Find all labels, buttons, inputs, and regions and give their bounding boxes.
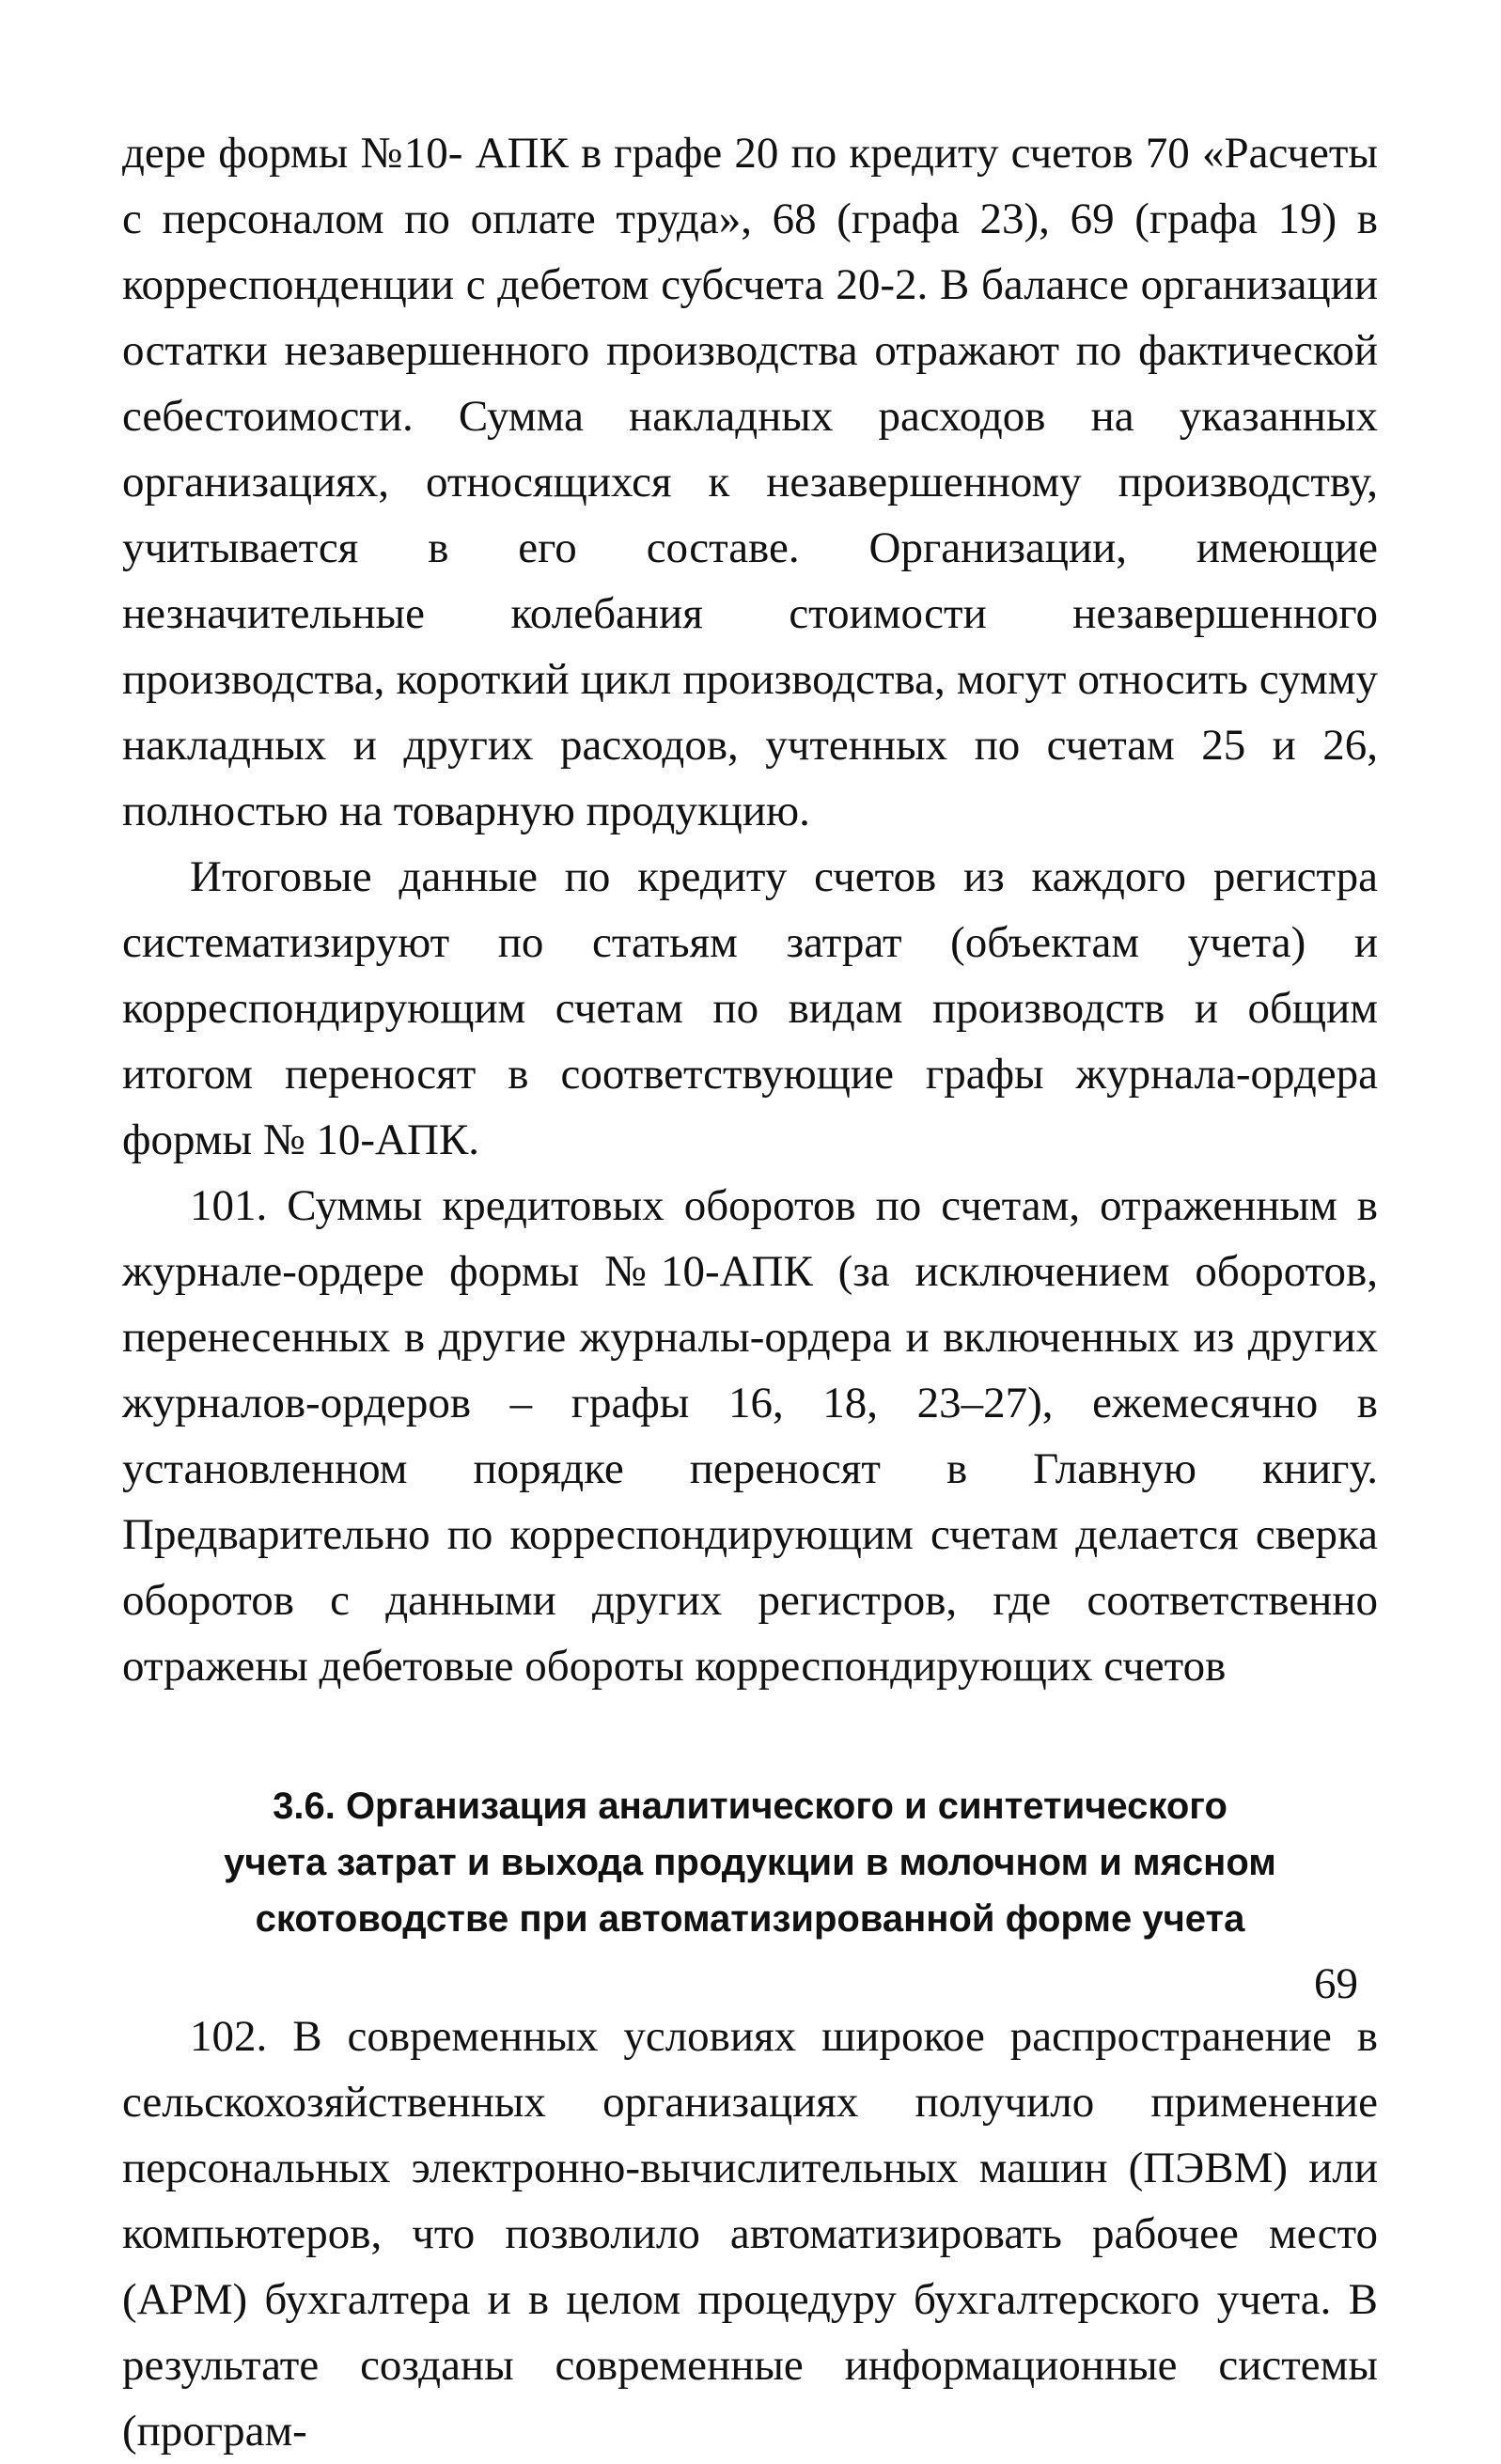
paragraph-4: 102. В современных условиях широкое распространение в сельскохозяйственных организациях получило применение персональных электронно-вычислительных машин (ПЭВМ) или компьютеров, что позволило автоматизировать рабочее место (АРМ) бухгалтера и в целом процедуру бухгалтерского учета. В результате созданы современные информационные системы (програм- [122,2012,1378,2456]
section-heading-line-1: 3.6. Организация аналитического и синтетического [273,1786,1227,1827]
paragraph-1: дере формы №10- АПК в графе 20 по кредиту счетов 70 «Расчеты с персоналом по оплате труда», 68 (графа 23), 69 (графа 19) в корреспонденции с дебетом субсчета 20-2. В балансе организации остатки незавершенного производства отражают по фактической себестоимости. Сумма накладных расходов на указанных организациях, относящихся к незавершенному производству, учитывается в его составе. Организации, имеющие незначительные колебания стоимости незавершенного производства, короткий цикл производства, могут относить сумму накладных и других расходов, учтенных по счетам 25 и 26, полностью на товарную продукцию. [122,129,1378,835]
section-heading-line-3: скотоводстве при автоматизированной форме учета [255,1898,1245,1940]
page-number: 69 [1314,1959,1358,2008]
paragraph-2: Итоговые данные по кредиту счетов из каждого регистра систематизируют по статьям затрат (объектам учета) и корреспондирующим счетам по видам производств и общим итогом переносят в соответствующие графы журнала-ордера формы № 10-АПК. [122,852,1378,1164]
section-heading-line-2: учета затрат и выхода продукции в молочном и мясном [224,1842,1276,1883]
paragraph-3: 101. Суммы кредитовых оборотов по счетам, отраженным в журнале-ордере формы №10-АПК (за исключением оборотов, перенесенных в другие журналы-ордера и включенных из других журналов-ордеров – графы 16, 18, 23–27), ежемесячно в установленном порядке переносят в Главную книгу. Предварительно по корреспондирующим счетам делается сверка оборотов с данными других регистров, где соответственно отражены дебетовые обороты корреспондирующих счетов [122,1181,1378,1691]
page-content [122,120,1378,2464]
section-heading [160,1778,1340,1947]
